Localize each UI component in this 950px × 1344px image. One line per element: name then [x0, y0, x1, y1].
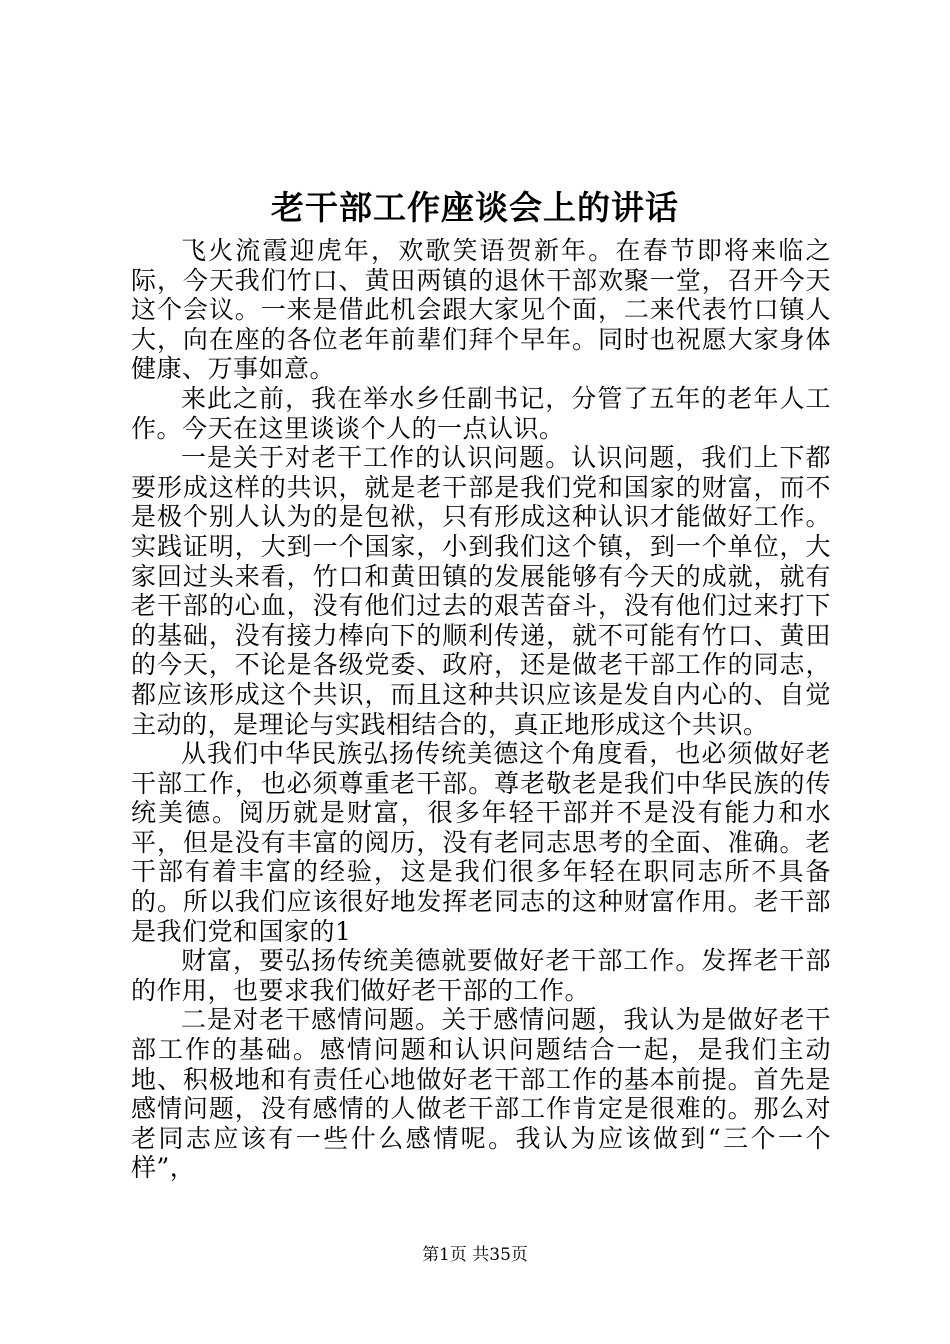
paragraph: 二是对老干感情问题。关于感情问题，我认为是做好老干部工作的基础。感情问题和认识问题结合一起，是我们主动地、积极地和有责任心地做好老干部工作的基本前提。首先是感情问题，没有感情的人做老干部工作肯定是很难的。那么对老同志应该有一些什么感情呢。我认为应该做到“三个一个样”，	[131, 1005, 831, 1183]
paragraph: 从我们中华民族弘扬传统美德这个角度看，也必须做好老干部工作，也必须尊重老干部。尊老敬老是我们中华民族的传统美德。阅历就是财富，很多年轻干部并不是没有能力和水平，但是没有丰富的阅历，没有老同志思考的全面、准确。老干部有着丰富的经验，这是我们很多年轻在职同志所不具备的。所以我们应该很好地发挥老同志的这种财富作用。老干部是我们党和国家的1	[131, 739, 831, 946]
document-title: 老干部工作座谈会上的讲话	[271, 188, 679, 227]
paragraph: 一是关于对老干工作的认识问题。认识问题，我们上下都要形成这样的共识，就是老干部是我们党和国家的财富，而不是极个别人认为的是包袱，只有形成这种认识才能做好工作。实践证明，大到一个国家，小到我们这个镇，到一个单位，大家回过头来看，竹口和黄田镇的发展能够有今天的成就，就有老干部的心血，没有他们过去的艰苦奋斗，没有他们过来打下的基础，没有接力棒向下的顺利传递，就不可能有竹口、黄田的今天，不论是各级党委、政府，还是做老干部工作的同志，都应该形成这个共识，而且这种共识应该是发自内心的、自觉主动的，是理论与实践相结合的，真正地形成这个共识。	[131, 443, 831, 739]
document-body	[131, 236, 831, 1183]
page-number-footer: 第1页 共35页	[422, 1245, 528, 1265]
paragraph: 来此之前，我在举水乡任副书记，分管了五年的老年人工作。今天在这里谈谈个人的一点认识。	[131, 383, 831, 443]
paragraph: 财富，要弘扬传统美德就要做好老干部工作。发挥老干部的作用，也要求我们做好老干部的工作。	[131, 946, 831, 1005]
paragraph: 飞火流霞迎虎年，欢歌笑语贺新年。在春节即将来临之际，今天我们竹口、黄田两镇的退休干部欢聚一堂，召开今天这个会议。一来是借此机会跟大家见个面，二来代表竹口镇人大，向在座的各位老年前辈们拜个早年。同时也祝愿大家身体健康、万事如意。	[131, 236, 831, 384]
